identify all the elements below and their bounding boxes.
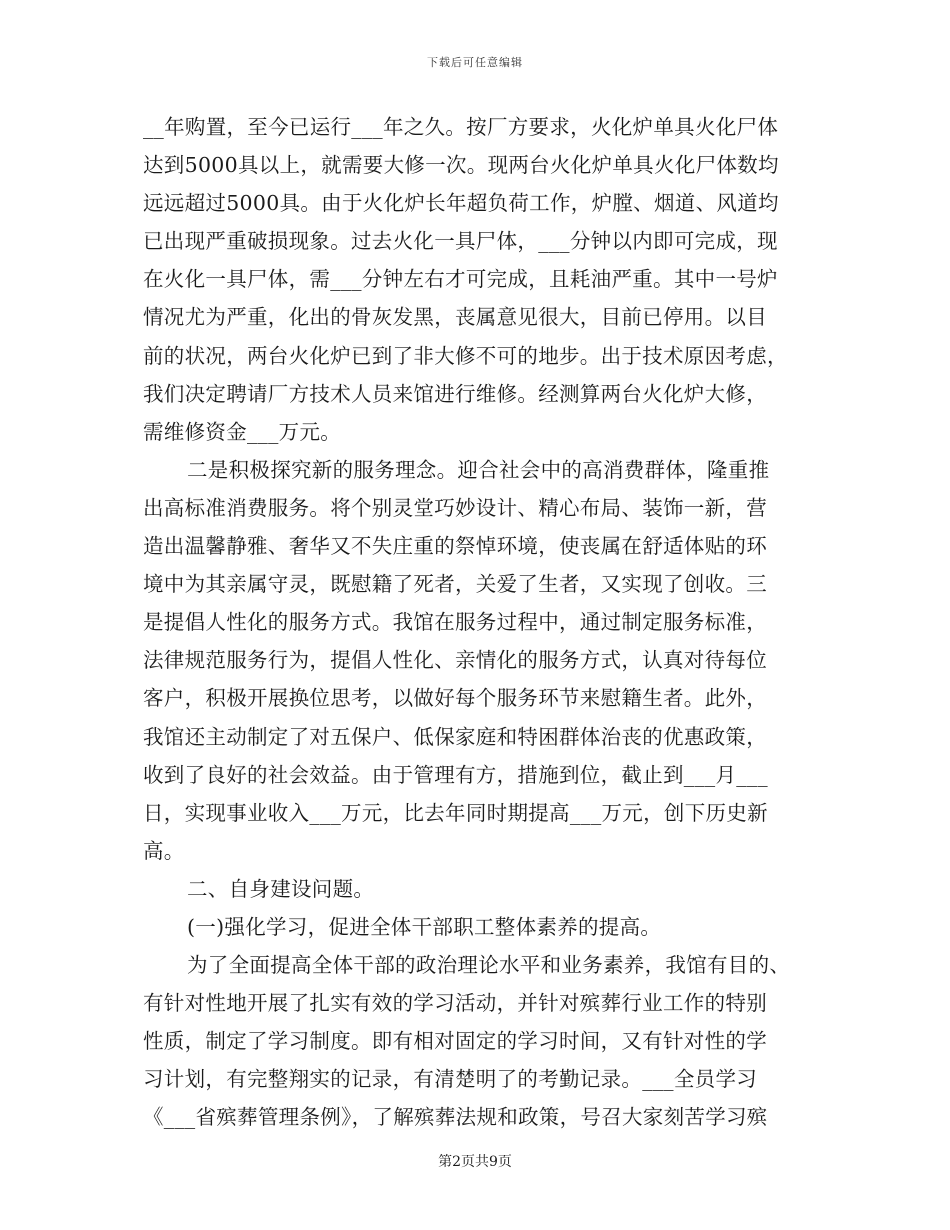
page-header-note: 下载后可任意编辑 [427,56,523,69]
text-line: 造出温馨静雅、奢华又不失庄重的祭悼环境，使丧属在舒适体贴的环 [143,534,767,559]
text-line: 我们决定聘请厂方技术人员来馆进行维修。经测算两台火化炉大修， [143,381,767,406]
text-line: 远远超过5000具。由于火化炉长年超负荷工作，炉膛、烟道、风道均 [143,191,779,216]
text-line: 二、自身建设问题。 [187,876,375,901]
page-number: 第2页共9页 [438,1154,512,1170]
text-line: 需维修资金___万元。 [143,419,342,444]
text-line: 客户，积极开展换位思考，以做好每个服务环节来慰籍生者。此外， [143,686,767,711]
text-line: 在火化一具尸体，需___分钟左右才可完成，且耗油严重。其中一号炉 [143,267,778,292]
text-line: 境中为其亲属守灵，既慰籍了死者，关爱了生者，又实现了创收。三 [143,572,767,597]
text-line: 出高标准消费服务。将个别灵堂巧妙设计、精心布局、装饰一新，营 [143,495,767,520]
text-line: 是提倡人性化的服务方式。我馆在服务过程中，通过制定服务标准， [143,610,767,635]
text-line: 法律规范服务行为，提倡人性化、亲情化的服务方式，认真对待每位 [143,648,767,673]
text-line: 情况尤为严重，化出的骨灰发黑，丧属意见很大，目前已停用。以目 [143,305,767,330]
text-line: 《___省殡葬管理条例》，了解殡葬法规和政策，号召大家刻苦学习殡 [143,1105,768,1130]
text-line: 为了全面提高全体干部的政治理论水平和业务素养，我馆有目的、 [187,953,791,978]
text-line: 日，实现事业收入___万元，比去年同时期提高___万元，创下历史新 [143,800,768,825]
document-body [143,108,808,1137]
text-line: 二是积极探究新的服务理念。迎合社会中的高消费群体，隆重推 [187,457,770,482]
text-line: 性质，制定了学习制度。即有相对固定的学习时间，又有针对性的学 [143,1029,767,1054]
text-line: 高。 [143,838,185,863]
text-line: 我馆还主动制定了对五保户、低保家庭和特困群体治丧的优惠政策， [143,724,767,749]
text-line: 前的状况，两台火化炉已到了非大修不可的地步。出于技术原因考虑， [143,343,788,368]
text-line: 达到5000具以上，就需要大修一次。现两台火化炉单具火化尸体数均 [143,153,779,178]
text-line: 有针对性地开展了扎实有效的学习活动，并针对殡葬行业工作的特别 [143,991,767,1016]
text-line: 已出现严重破损现象。过去火化一具尸体，___分钟以内即可完成，现 [143,229,778,254]
text-line: __年购置，至今已运行___年之久。按厂方要求，火化炉单具火化尸体 [143,115,779,139]
text-line: 习计划，有完整翔实的记录，有清楚明了的考勤记录。___全员学习 [143,1067,758,1092]
text-line: (一)强化学习，促进全体干部职工整体素养的提高。 [187,914,662,939]
text-line: 收到了良好的社会效益。由于管理有方，措施到位，截止到___月___ [143,762,768,787]
